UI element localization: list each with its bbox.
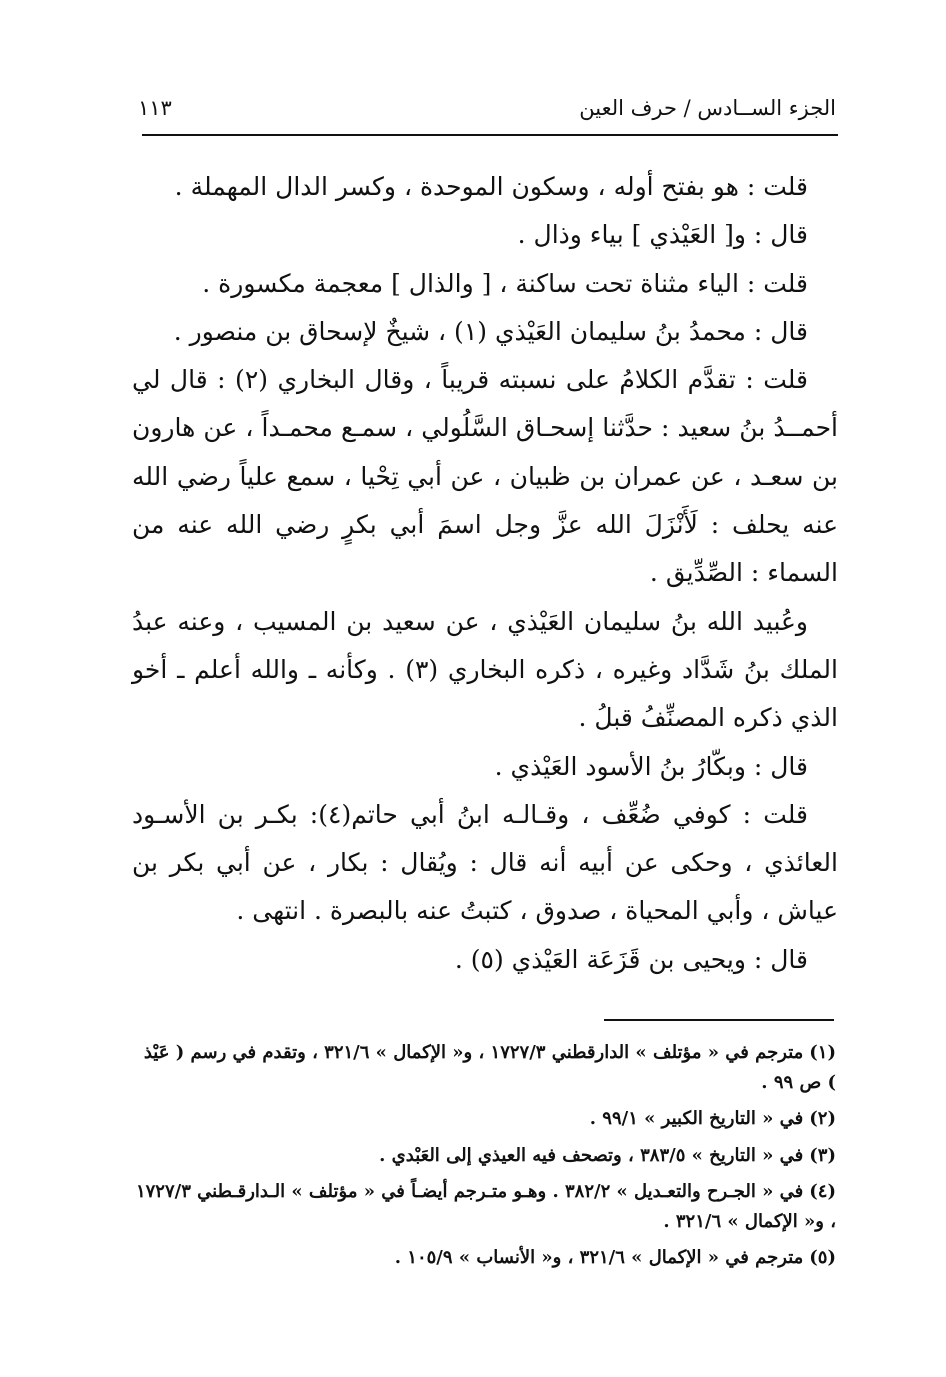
header-rule (142, 134, 838, 136)
paragraph: قلت : تقدَّم الكلامُ على نسبته قريباً ، وقال البخاري (٢) : قال لي أحمــدُ بنُ سعيد : حدَّثنا إسحـاق السَّلُولي ، سمـع محمـداً ، عن هارون بن سعـد ، عن عمران بن ظبيان ، عن أبي تِحْيا ، سمع علياً رضي الله عنه يحلف : لَأَنْزَلَ الله عزَّ وجل اسمَ أبي بكرٍ رضي الله عنه من السماء : الصِّدِّيق . (132, 365, 838, 588)
footnote (134, 1177, 836, 1236)
footnote (134, 1038, 836, 1097)
paragraph: قلت : الياء مثناة تحت ساكنة ، [ والذال ] معجمة مكسورة . (202, 268, 808, 298)
footnote-number: (٣) (809, 1144, 836, 1166)
footnote-text: مترجم في « الإكمال » ٣٢١/٦ ، و« الأنساب » ١٠٥/٩ . (394, 1247, 804, 1268)
paragraph: قال : و[ العَيْذي ] بياء وذال . (517, 220, 808, 250)
paragraph: قال : ويحيى بن قَزَعَة العَيْذي (٥) . (454, 944, 808, 974)
running-title: الجزء الســادس / حرف العين (579, 96, 836, 120)
footnote (134, 1243, 836, 1273)
paragraph: وعُبيد الله بنُ سليمان العَيْذي ، عن سعيد بن المسيب ، وعنه عبدُ الملك بنُ شَدَّاد وغيره ، ذكره البخاري (٣) . وكأنه ـ والله أعلم ـ أخو الذي ذكره المصنِّفُ قبلُ . (132, 606, 838, 733)
footnote-text: في « التاريخ » ٣٨٣/٥ ، وتصحف فيه العيذي إلى العَبْدي . (379, 1144, 804, 1166)
paragraph: قلت : كوفي ضُعِّف ، وقـالـه ابنُ أبي حاتم(٤): بكـر بن الأسـود العائذي ، وحكى عن أبيه أنه قال : ويُقال : بكار ، عن أبي بكر بن عياش ، وأبي المحياة ، صدوق ، كتبتُ عنه بالبصرة . انتهى . (132, 799, 838, 926)
footnote-number: (٤) (809, 1181, 836, 1202)
paragraph: قال : وبكّارُ بنُ الأسود العَيْذي . (494, 751, 808, 781)
paragraph: قال : محمدُ بنُ سليمان العَيْذي (١) ، شيخٌ لإسحاق بن منصور . (173, 316, 808, 346)
footnote-number: (٢) (809, 1108, 836, 1129)
footnote (134, 1104, 836, 1134)
footnote-text: في « التاريخ الكبير » ٩٩/١ . (589, 1108, 804, 1129)
footnotes (134, 1038, 836, 1280)
paragraph: قلت : هو بفتح أوله ، وسكون الموحدة ، وكسر الدال المهملة . (174, 172, 808, 201)
page-number: ١١٣ (138, 96, 172, 120)
footnote-number: (٥) (809, 1247, 836, 1268)
main-text (132, 163, 838, 984)
footnote-text: مترجم في « مؤتلف » الدارقطني ١٧٢٧/٣ ، و« الإكمال » ٣٢١/٦ ، وتقدم في رسم ( عَيْذ ) ص ٩٩ . (143, 1042, 836, 1093)
footnote-text: في « الجـرح والتعـديل » ٣٨٢/٢ . وهـو متـرجم أيضـاً في « مؤتلف » الـدارقـطني ١٧٢٧/٣ ، و« الإكمال » ٣٢١/٦ . (135, 1181, 836, 1232)
footnote (134, 1141, 836, 1171)
footnote-number: (١) (809, 1042, 836, 1063)
footnote-rule (604, 1019, 834, 1021)
running-header (138, 88, 836, 128)
